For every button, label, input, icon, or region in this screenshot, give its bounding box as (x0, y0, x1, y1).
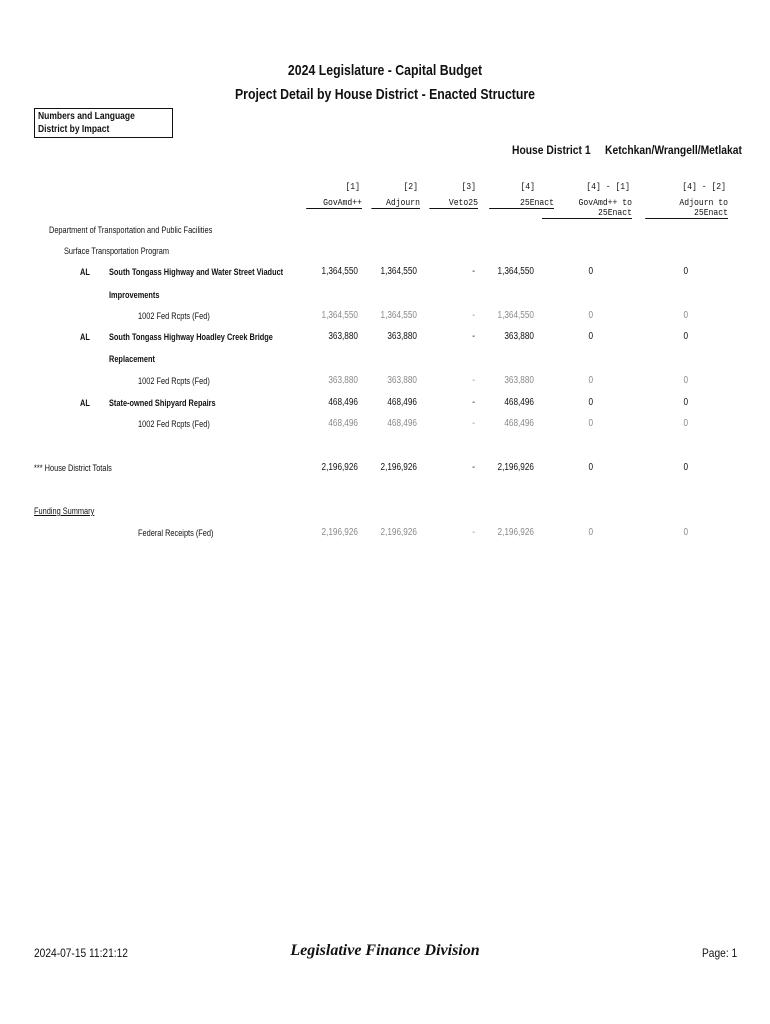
value-cell: 468,496 (328, 418, 358, 429)
value-cell: - (472, 266, 475, 277)
funding-summary-heading: Funding Summary (34, 506, 95, 516)
project-code: AL (80, 398, 90, 408)
value-cell: 0 (683, 331, 688, 342)
summary-cell: 0 (588, 527, 593, 538)
value-cell: 0 (683, 375, 688, 386)
value-cell: - (472, 375, 475, 386)
project-code: AL (80, 332, 90, 342)
page-number: Page: 1 (702, 946, 738, 960)
project-code: AL (80, 267, 90, 277)
summary-cell: - (472, 527, 475, 538)
summary-cell: 2,196,926 (497, 527, 534, 538)
value-cell: 1,364,550 (380, 310, 417, 321)
col2-num: [2] (403, 182, 418, 192)
value-cell: 363,880 (387, 375, 417, 386)
total-cell: 0 (588, 462, 593, 473)
value-cell: 363,880 (387, 331, 417, 342)
project-name-cont: Replacement (109, 354, 155, 364)
department-name: Department of Transportation and Public Facilities (49, 225, 213, 235)
value-cell: - (472, 397, 475, 408)
project-name: South Tongass Highway Hoadley Creek Bridge (109, 332, 273, 342)
district-name: Ketchkan/Wrangell/Metlakat (605, 143, 742, 157)
value-cell: 0 (683, 397, 688, 408)
summary-cell: 0 (683, 527, 688, 538)
col4-name: 25Enact (489, 198, 554, 209)
value-cell: 468,496 (328, 397, 358, 408)
value-cell: 363,880 (328, 375, 358, 386)
fund-source: 1002 Fed Rcpts (Fed) (138, 419, 210, 429)
value-cell: 468,496 (387, 397, 417, 408)
project-name: State-owned Shipyard Repairs (109, 398, 216, 408)
value-cell: 0 (683, 418, 688, 429)
value-cell: 1,364,550 (380, 266, 417, 277)
col3-num: [3] (461, 182, 476, 192)
value-cell: 468,496 (504, 397, 534, 408)
report-title: 2024 Legislature - Capital Budget (287, 62, 483, 79)
total-cell: - (472, 462, 475, 473)
col1-name: GovAmd++ (306, 198, 362, 209)
value-cell: - (472, 310, 475, 321)
col4-num: [4] (520, 182, 535, 192)
value-cell: 0 (588, 266, 593, 277)
value-cell: 0 (683, 310, 688, 321)
fund-source: 1002 Fed Rcpts (Fed) (138, 311, 210, 321)
value-cell: 1,364,550 (497, 310, 534, 321)
fund-source: 1002 Fed Rcpts (Fed) (138, 376, 210, 386)
summary-cell: 2,196,926 (380, 527, 417, 538)
total-cell: 2,196,926 (380, 462, 417, 473)
col1-num: [1] (345, 182, 360, 192)
value-cell: 1,364,550 (321, 310, 358, 321)
col6-num: [4] - [2] (682, 182, 726, 192)
value-cell: 363,880 (504, 375, 534, 386)
program-name: Surface Transportation Program (64, 246, 170, 256)
total-cell: 2,196,926 (321, 462, 358, 473)
col5-name: GovAmd++ to 25Enact (542, 198, 632, 219)
legislative-finance-logo: Legislative Finance Division (290, 942, 480, 959)
col3-name: Veto25 (429, 198, 478, 209)
value-cell: 0 (588, 375, 593, 386)
project-name-cont: Improvements (109, 290, 160, 300)
value-cell: 468,496 (387, 418, 417, 429)
value-cell: - (472, 331, 475, 342)
col5-num: [4] - [1] (586, 182, 630, 192)
value-cell: - (472, 418, 475, 429)
district-label: House District 1 (512, 143, 591, 157)
summary-cell: 2,196,926 (321, 527, 358, 538)
value-cell: 0 (588, 397, 593, 408)
print-timestamp: 2024-07-15 11:21:12 (34, 946, 128, 960)
col6-name: Adjourn to 25Enact (645, 198, 728, 219)
project-name: South Tongass Highway and Water Street Viaduct (109, 267, 284, 277)
value-cell: 468,496 (504, 418, 534, 429)
value-cell: 0 (588, 310, 593, 321)
total-cell: 0 (683, 462, 688, 473)
box-line-2: District by Impact (38, 124, 110, 135)
col2-name: Adjourn (371, 198, 420, 209)
report-type-box (34, 108, 173, 138)
funding-summary-item: Federal Receipts (Fed) (138, 528, 214, 538)
value-cell: 1,364,550 (321, 266, 358, 277)
total-cell: 2,196,926 (497, 462, 534, 473)
report-subtitle: Project Detail by House District - Enacted Structure (234, 86, 536, 103)
value-cell: 0 (683, 266, 688, 277)
value-cell: 363,880 (328, 331, 358, 342)
box-line-1: Numbers and Language (38, 111, 135, 122)
district-totals-label: *** House District Totals (34, 463, 112, 473)
value-cell: 363,880 (504, 331, 534, 342)
value-cell: 0 (588, 331, 593, 342)
value-cell: 1,364,550 (497, 266, 534, 277)
value-cell: 0 (588, 418, 593, 429)
